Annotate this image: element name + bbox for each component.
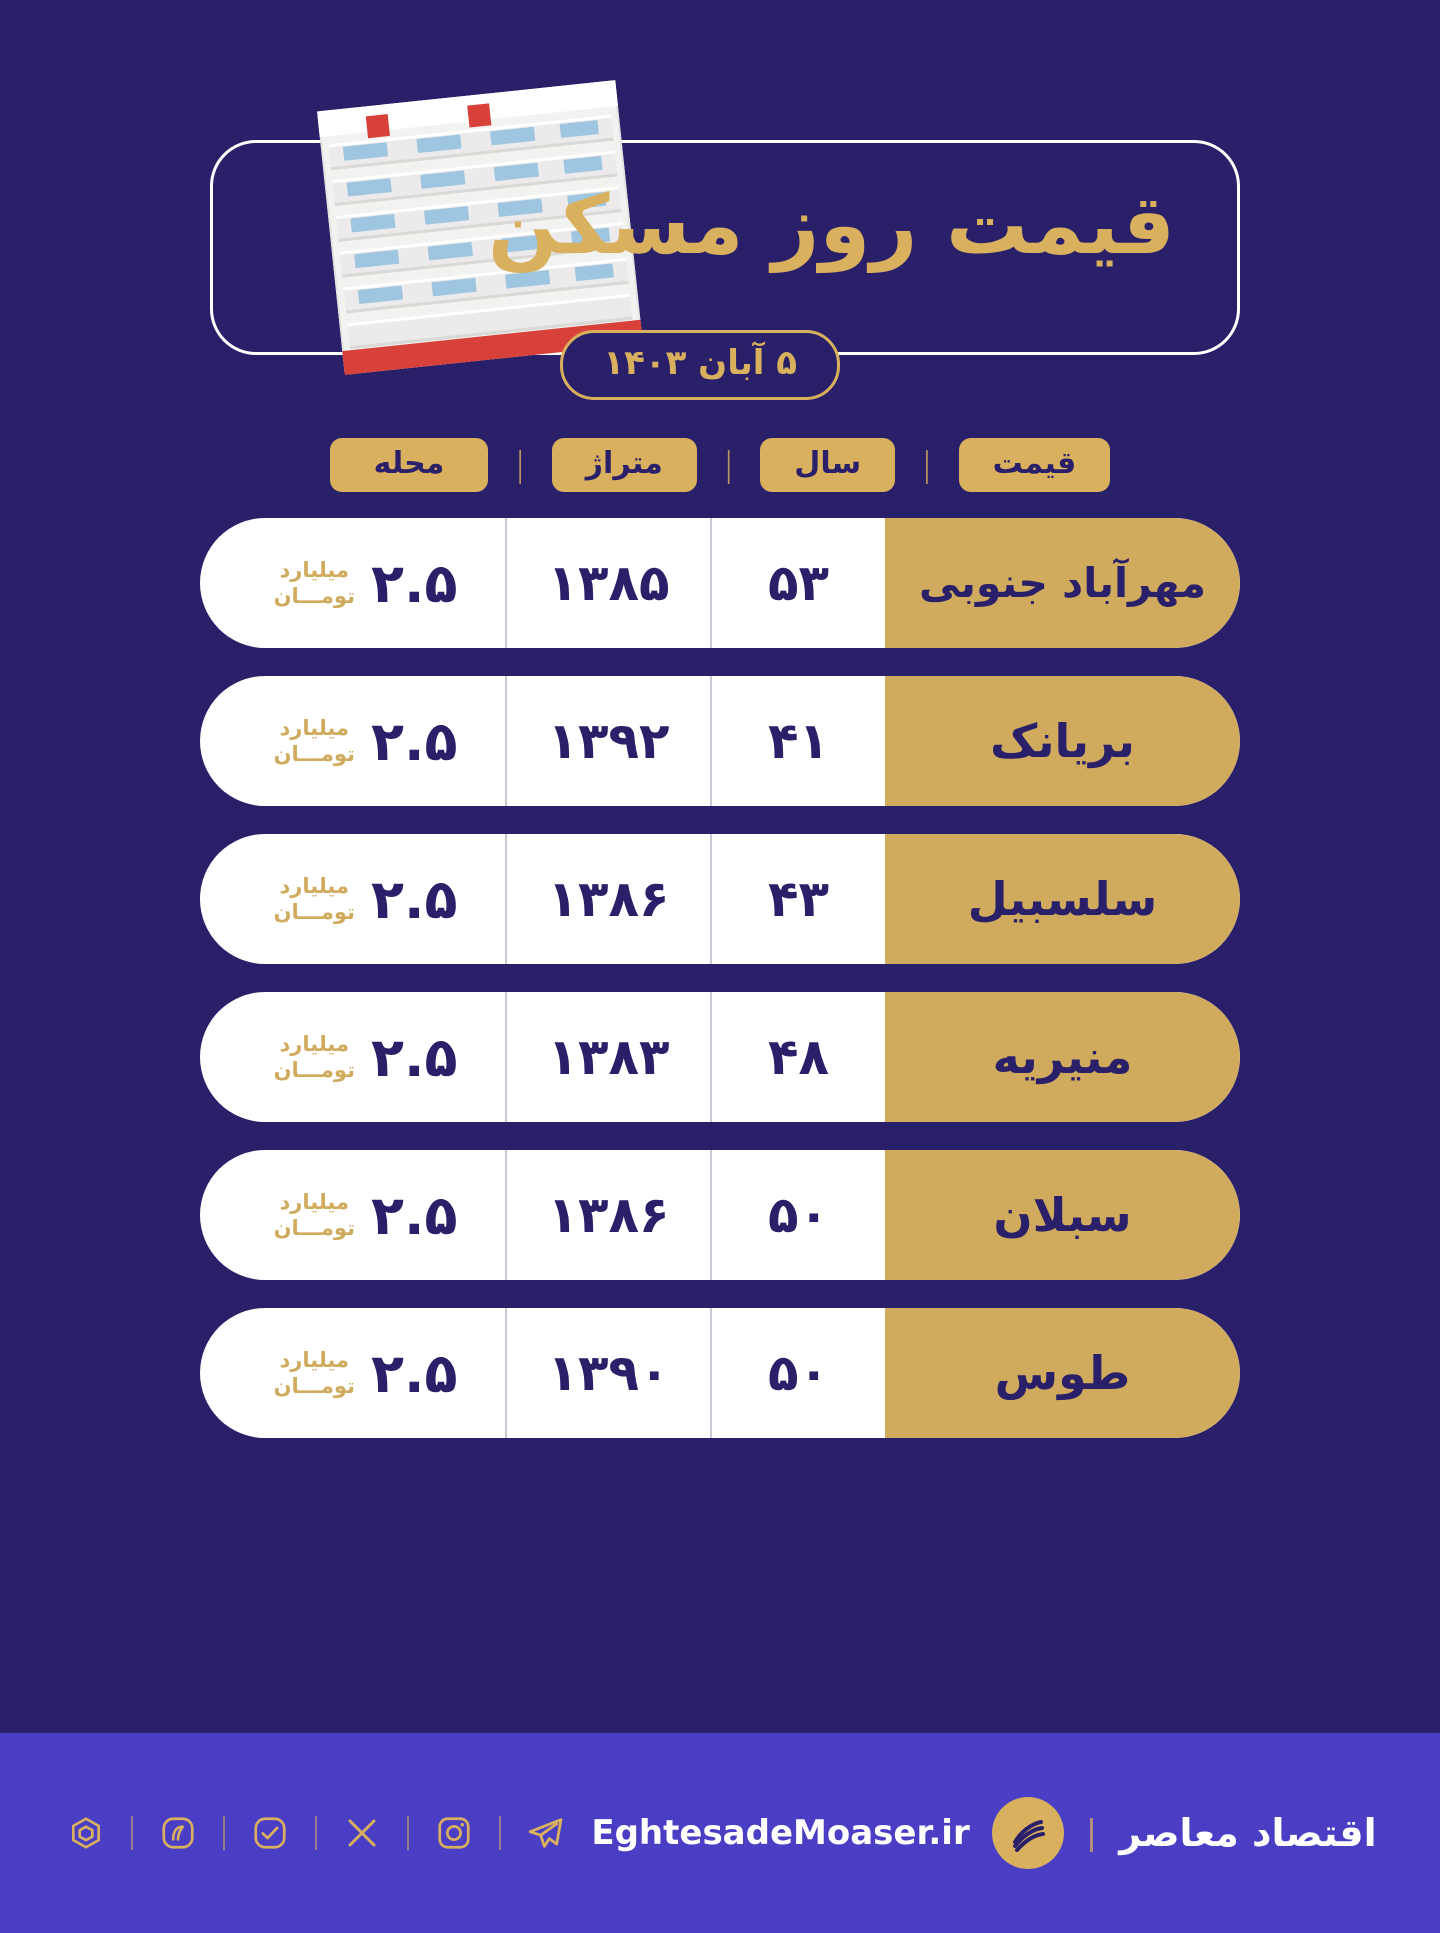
footer-separator (499, 1816, 501, 1850)
cell-price (200, 1308, 505, 1438)
price-table (0, 518, 1440, 1733)
bale-icon[interactable] (247, 1810, 293, 1856)
price-value: ۲.۵ (370, 709, 458, 773)
header-separator: | (514, 445, 526, 485)
cell-price (200, 1150, 505, 1280)
price-unit-line2: تومـــان (273, 742, 355, 766)
cell-area: ۴۳ (710, 834, 885, 964)
price-unit (274, 1031, 355, 1084)
table-row[interactable] (200, 1308, 1240, 1438)
eitaa-icon[interactable] (155, 1810, 201, 1856)
price-unit-line2: تومـــان (273, 1374, 355, 1398)
date-badge: ۵ آبان ۱۴۰۳ (560, 330, 840, 400)
cell-area: ۴۸ (710, 992, 885, 1122)
column-header-year: سال (760, 438, 895, 492)
table-row[interactable] (200, 834, 1240, 964)
header (0, 0, 1440, 420)
footer-separator (407, 1816, 409, 1850)
footer (0, 1733, 1440, 1933)
price-unit (274, 873, 355, 926)
table-row[interactable] (200, 1150, 1240, 1280)
cell-year: ۱۳۸۳ (505, 992, 710, 1122)
price-unit-line1: میلیارد (279, 1347, 350, 1372)
instagram-icon[interactable] (431, 1810, 477, 1856)
price-unit (274, 1189, 355, 1242)
price-unit-line1: میلیارد (279, 873, 350, 898)
column-header-area: متراژ (552, 438, 697, 492)
cell-year: ۱۳۹۲ (505, 676, 710, 806)
header-separator: | (921, 445, 933, 485)
price-value: ۲.۵ (370, 867, 458, 931)
table-row[interactable] (200, 992, 1240, 1122)
page-title: قیمت روز مسکن (487, 178, 1175, 273)
cell-price (200, 834, 505, 964)
price-unit (274, 715, 355, 768)
footer-brand: اقتصاد معاصر (1119, 1811, 1377, 1855)
cell-price (200, 992, 505, 1122)
price-value: ۲.۵ (370, 1341, 458, 1405)
footer-separator (315, 1816, 317, 1850)
rubika-icon[interactable] (63, 1810, 109, 1856)
footer-separator (131, 1816, 133, 1850)
cell-area: ۵۰ (710, 1308, 885, 1438)
table-row[interactable] (200, 676, 1240, 806)
footer-separator (223, 1816, 225, 1850)
cell-neighborhood: طوس (885, 1308, 1240, 1438)
cell-year: ۱۳۸۶ (505, 1150, 710, 1280)
price-value: ۲.۵ (370, 1183, 458, 1247)
cell-area: ۵۰ (710, 1150, 885, 1280)
price-value: ۲.۵ (370, 1025, 458, 1089)
header-separator: | (722, 445, 735, 485)
column-header-price: قیمت (959, 438, 1111, 492)
x-twitter-icon[interactable] (339, 1810, 385, 1856)
price-unit-line2: تومـــان (273, 1058, 355, 1082)
cell-price (200, 676, 505, 806)
brand-logo-icon (992, 1797, 1064, 1869)
price-unit-line1: میلیارد (279, 557, 350, 582)
cell-area: ۵۳ (710, 518, 885, 648)
price-unit-line2: تومـــان (273, 900, 355, 924)
price-unit-line1: میلیارد (279, 1189, 350, 1214)
footer-website[interactable]: EghtesadeMoaser.ir (591, 1813, 970, 1853)
price-value: ۲.۵ (370, 551, 458, 615)
price-unit (274, 1347, 355, 1400)
price-unit-line1: میلیارد (279, 1031, 350, 1056)
price-unit-line1: میلیارد (279, 715, 350, 740)
price-unit-line2: تومـــان (273, 1216, 355, 1240)
column-headers (0, 430, 1440, 500)
footer-divider: | (1085, 1813, 1098, 1853)
price-unit-line2: تومـــان (273, 584, 355, 608)
cell-neighborhood: مهرآباد جنوبی (885, 518, 1240, 648)
cell-neighborhood: منیریه (885, 992, 1240, 1122)
cell-year: ۱۳۹۰ (505, 1308, 710, 1438)
column-header-neighborhood: محله (330, 438, 489, 492)
cell-area: ۴۱ (710, 676, 885, 806)
table-row[interactable] (200, 518, 1240, 648)
price-unit (274, 557, 355, 610)
cell-neighborhood: سلسبیل (885, 834, 1240, 964)
cell-neighborhood: بریانک (885, 676, 1240, 806)
cell-year: ۱۳۸۵ (505, 518, 710, 648)
cell-neighborhood: سبلان (885, 1150, 1240, 1280)
cell-price (200, 518, 505, 648)
telegram-icon[interactable] (523, 1810, 569, 1856)
cell-year: ۱۳۸۶ (505, 834, 710, 964)
